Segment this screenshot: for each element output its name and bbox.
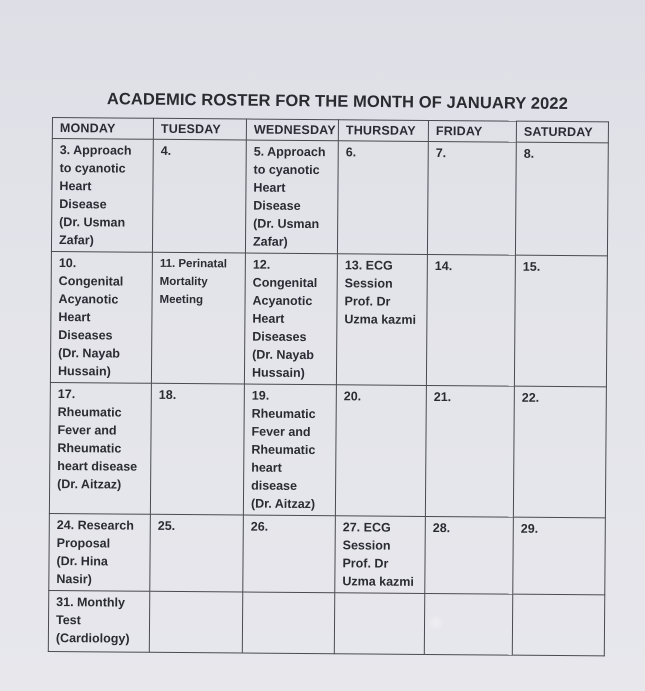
page-title: ACADEMIC ROSTER FOR THE MONTH OF JANUARY 2022: [106, 90, 568, 114]
cell-thursday: [334, 593, 424, 655]
cell-thursday: 6.: [337, 141, 428, 255]
cell-saturday: 8.: [515, 142, 608, 256]
cell-tuesday: 4.: [152, 139, 246, 253]
header-wednesday: WEDNESDAY: [246, 119, 338, 141]
week-row-1: [51, 139, 608, 256]
week-row-2: [50, 251, 607, 386]
cell-saturday: 22.: [513, 386, 606, 518]
cell-tuesday: 25.: [150, 514, 244, 592]
cell-monday: 3. Approach to cyanotic Heart Disease (Dr. Usman Zafar): [51, 139, 153, 253]
header-tuesday: TUESDAY: [153, 118, 246, 140]
cell-tuesday: [149, 591, 242, 653]
roster-table-wrapper: [48, 117, 609, 656]
cell-friday: 7.: [427, 141, 516, 255]
cell-thursday: 13. ECG Session Prof. Dr Uzma kazmi: [336, 254, 427, 386]
header-monday: MONDAY: [52, 118, 153, 140]
roster-table: [48, 117, 609, 656]
week-row-4: [49, 513, 606, 594]
header-saturday: SATURDAY: [516, 121, 608, 143]
cell-wednesday: [242, 592, 334, 654]
cell-wednesday: 5. Approach to cyanotic Heart Disease (Dr. Usman Zafar): [245, 140, 338, 254]
cell-wednesday: 12. Congenital Acyanotic Heart Diseases (Dr. Nayab Hussain): [244, 253, 337, 385]
cell-friday: 14.: [426, 254, 515, 386]
week-row-3: [49, 382, 606, 517]
cell-monday: 17. Rheumatic Fever and Rheumatic heart disease (Dr. Aitzaz): [49, 382, 151, 514]
cell-monday: 31. Monthly Test (Cardiology): [48, 590, 149, 652]
paper-smudge: [427, 616, 445, 630]
cell-friday: 21.: [425, 385, 514, 517]
cell-wednesday: 26.: [243, 515, 336, 593]
cell-wednesday: 19. Rheumatic Fever and Rheumatic heart disease (Dr. Aitzaz): [243, 384, 336, 516]
cell-saturday: 29.: [513, 517, 606, 595]
cell-monday: 24. Research Proposal (Dr. Hina Nasir): [49, 513, 151, 591]
cell-tuesday: 18.: [150, 383, 244, 515]
cell-tuesday: 11. Perinatal Mortality Meeting: [151, 252, 245, 384]
cell-thursday: 27. ECG Session Prof. Dr Uzma kazmi: [335, 516, 426, 594]
cell-friday: 28.: [425, 516, 514, 594]
header-thursday: THURSDAY: [338, 120, 428, 142]
week-row-5: [48, 590, 604, 655]
header-friday: FRIDAY: [428, 120, 516, 142]
cell-saturday: [512, 594, 604, 656]
cell-monday: 10. Congenital Acyanotic Heart Diseases (Dr. Nayab Hussain): [50, 251, 152, 383]
cell-saturday: 15.: [514, 255, 607, 387]
cell-thursday: 20.: [335, 385, 426, 517]
